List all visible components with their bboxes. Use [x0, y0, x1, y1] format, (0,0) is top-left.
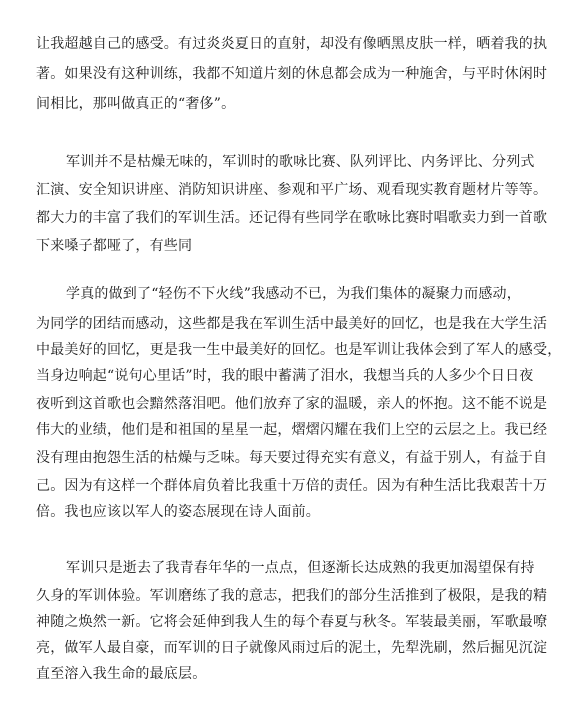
paragraph-2-line-2: 汇演、安全知识讲座、消防知识讲座、参观和平广场、观看现实教育题材片等等。	[36, 182, 548, 198]
paragraph-3-line-9: 倍。我也应该以军人的姿态展现在诗人面前。	[36, 504, 320, 520]
paragraph-4-line-4: 亮，做军人最自豪，而军训的日子就像风雨过后的泥土，先犁洗刷，然后掘见沉淀	[36, 640, 548, 656]
paragraph-4-line-1: 军训只是逝去了我青春年华的一点点，但逐渐长达成熟的我更加渴望保有持	[66, 560, 535, 576]
paragraph-3-line-4: 当身边响起“说句心里话”时，我的眼中蓄满了泪水，我想当兵的人多少个日日夜	[36, 368, 534, 384]
paragraph-4-line-5: 直至溶入我生命的最底层。	[36, 666, 207, 682]
paragraph-1-line-1: 让我超越自己的感受。有过炎炎夏日的直射，却没有像晒黑皮肤一样，晒着我的执	[36, 36, 548, 52]
paragraph-3-line-6: 伟大的业绩，他们是和祖国的星星一起，熠熠闪耀在我们上空的云层之上。我已经	[36, 422, 548, 438]
paragraph-3-line-3: 中最美好的回忆，更是我一生中最美好的回忆。也是军训让我体会到了军人的感受，	[36, 342, 561, 358]
paragraph-4-line-3: 神随之焕然一新。它将会延伸到我人生的每个春夏与秋冬。军装最美丽，军歌最嘹	[36, 614, 548, 630]
paragraph-4-line-2: 久身的军训体验。军训磨练了我的意志，把我们的部分生活推到了极限，是我的精	[36, 588, 548, 604]
paragraph-3-line-7: 没有理由抱怨生活的枯燥与乏味。每天要过得充实有意义，有益于别人，有益于自	[36, 450, 548, 466]
paragraph-3-line-1: 学真的做到了“轻伤不下火线”我感动不已，为我们集体的凝聚力而感动，	[66, 286, 521, 302]
paragraph-3-line-2: 为同学的团结而感动，这些都是我在军训生活中最美好的回忆，也是我在大学生活	[36, 316, 548, 332]
paragraph-2-line-3: 都大力的丰富了我们的军训生活。还记得有些同学在歌咏比赛时唱歌卖力到一首歌	[36, 210, 548, 226]
paragraph-2-line-1: 军训并不是枯燥无味的，军训时的歌咏比赛、队列评比、内务评比、分列式	[66, 154, 535, 170]
paragraph-1-line-3: 间相比，那叫做真正的“奢侈”。	[36, 96, 236, 112]
paragraph-1-line-2: 著。如果没有这种训练，我都不知道片刻的休息都会成为一种施舍，与平时休闲时	[36, 66, 548, 82]
paragraph-2-line-4: 下来嗓子都哑了，有些同	[36, 238, 193, 254]
paragraph-3-line-8: 己。因为有这样一个群体肩负着比我重十万倍的责任。因为有种生活比我艰苦十万	[36, 478, 548, 494]
paragraph-3-line-5: 夜听到这首歌也会黯然落泪吧。他们放弃了家的温暖，亲人的怀抱。这不能不说是	[36, 396, 548, 412]
